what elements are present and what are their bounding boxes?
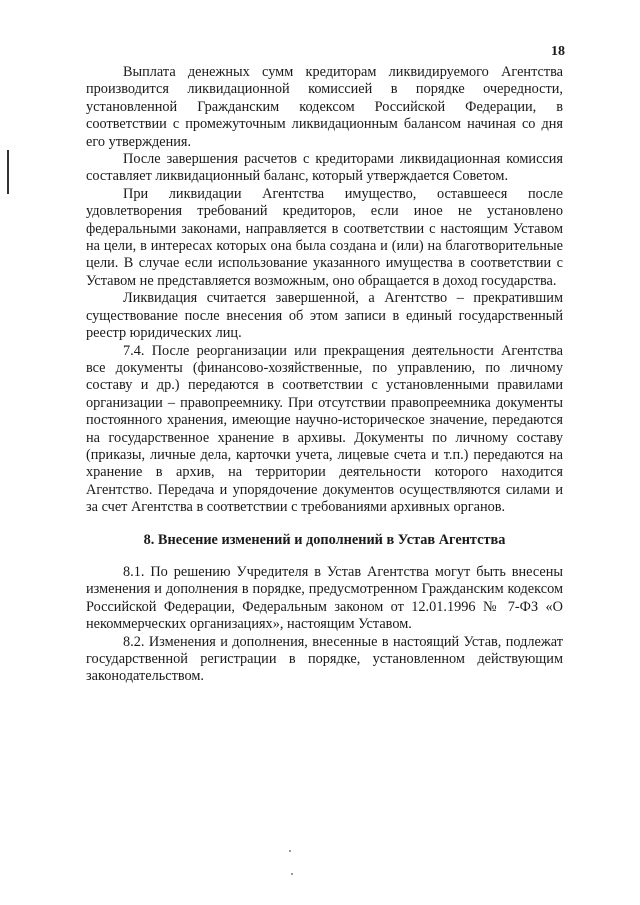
paragraph-liquidation-balance: После завершения расчетов с кредиторами ликвидационная комиссия составляет ликвидационный баланс, который утверждается Советом. [86, 151, 563, 185]
margin-mark [7, 150, 9, 194]
paragraph-liquidation-complete: Ликвидация считается завершенной, а Агентство – прекратившим существование после внесения об этом записи в единый государственный реестр юридических лиц. [86, 290, 563, 342]
paragraph-8-2: 8.2. Изменения и дополнения, внесенные в настоящий Устав, подлежат государственной регистрации в порядке, установленном действующим законодательством. [86, 633, 563, 685]
paragraph-creditor-payments: Выплата денежных сумм кредиторам ликвидируемого Агентства производится ликвидационной комиссией в порядке очередности, установленной Гражданским кодексом Российской Федерации, в соответствии с промежуточным ликвидационным балансом начиная со дня его утверждения. [86, 64, 563, 150]
paragraph-8-1: 8.1. По решению Учредителя в Устав Агентства могут быть внесены изменения и дополнения в порядке, предусмотренном Гражданским кодексом Российской Федерации, Федеральным законом от 12.01.1996 № 7-ФЗ «О некоммерческих организациях», настоящим Уставом. [86, 563, 563, 633]
paragraph-remaining-property: При ликвидации Агентства имущество, оставшееся после удовлетворения требований кредиторов, если иное не установлено федеральными законами, направляется в соответствии с настоящим Уставом на цели, в интересах которых она была создана и (или) на благотворительные цели. В случае если использование указанного имущества в соответствии с Уставом не представляется возможным, оно обращается в доход государства. [86, 185, 563, 289]
document-body [86, 64, 563, 686]
paragraph-7-4-documents: 7.4. После реорганизации или прекращения деятельности Агентства все документы (финансово-хозяйственные, по управлению, по личному составу и др.) передаются в соответствии с установленными правилами организации – правопреемнику. При отсутствии правопреемника документы постоянного хранения, имеющие научно-историческое значение, передаются на государственное хранение в архивы. Документы по личному составу (приказы, личные дела, карточки учета, лицевые счета и т.п.) передаются на хранение в архив, на территории деятельности которого находится Агентство. Передача и упорядочение документов осуществляются силами и за счет Агентства в соответствии с требованиями архивных органов. [86, 342, 563, 516]
scan-dot [289, 850, 291, 852]
page-number: 18 [551, 44, 565, 59]
section-8-heading: 8. Внесение изменений и дополнений в Устав Агентства [143, 531, 506, 548]
scan-dot [291, 873, 293, 875]
